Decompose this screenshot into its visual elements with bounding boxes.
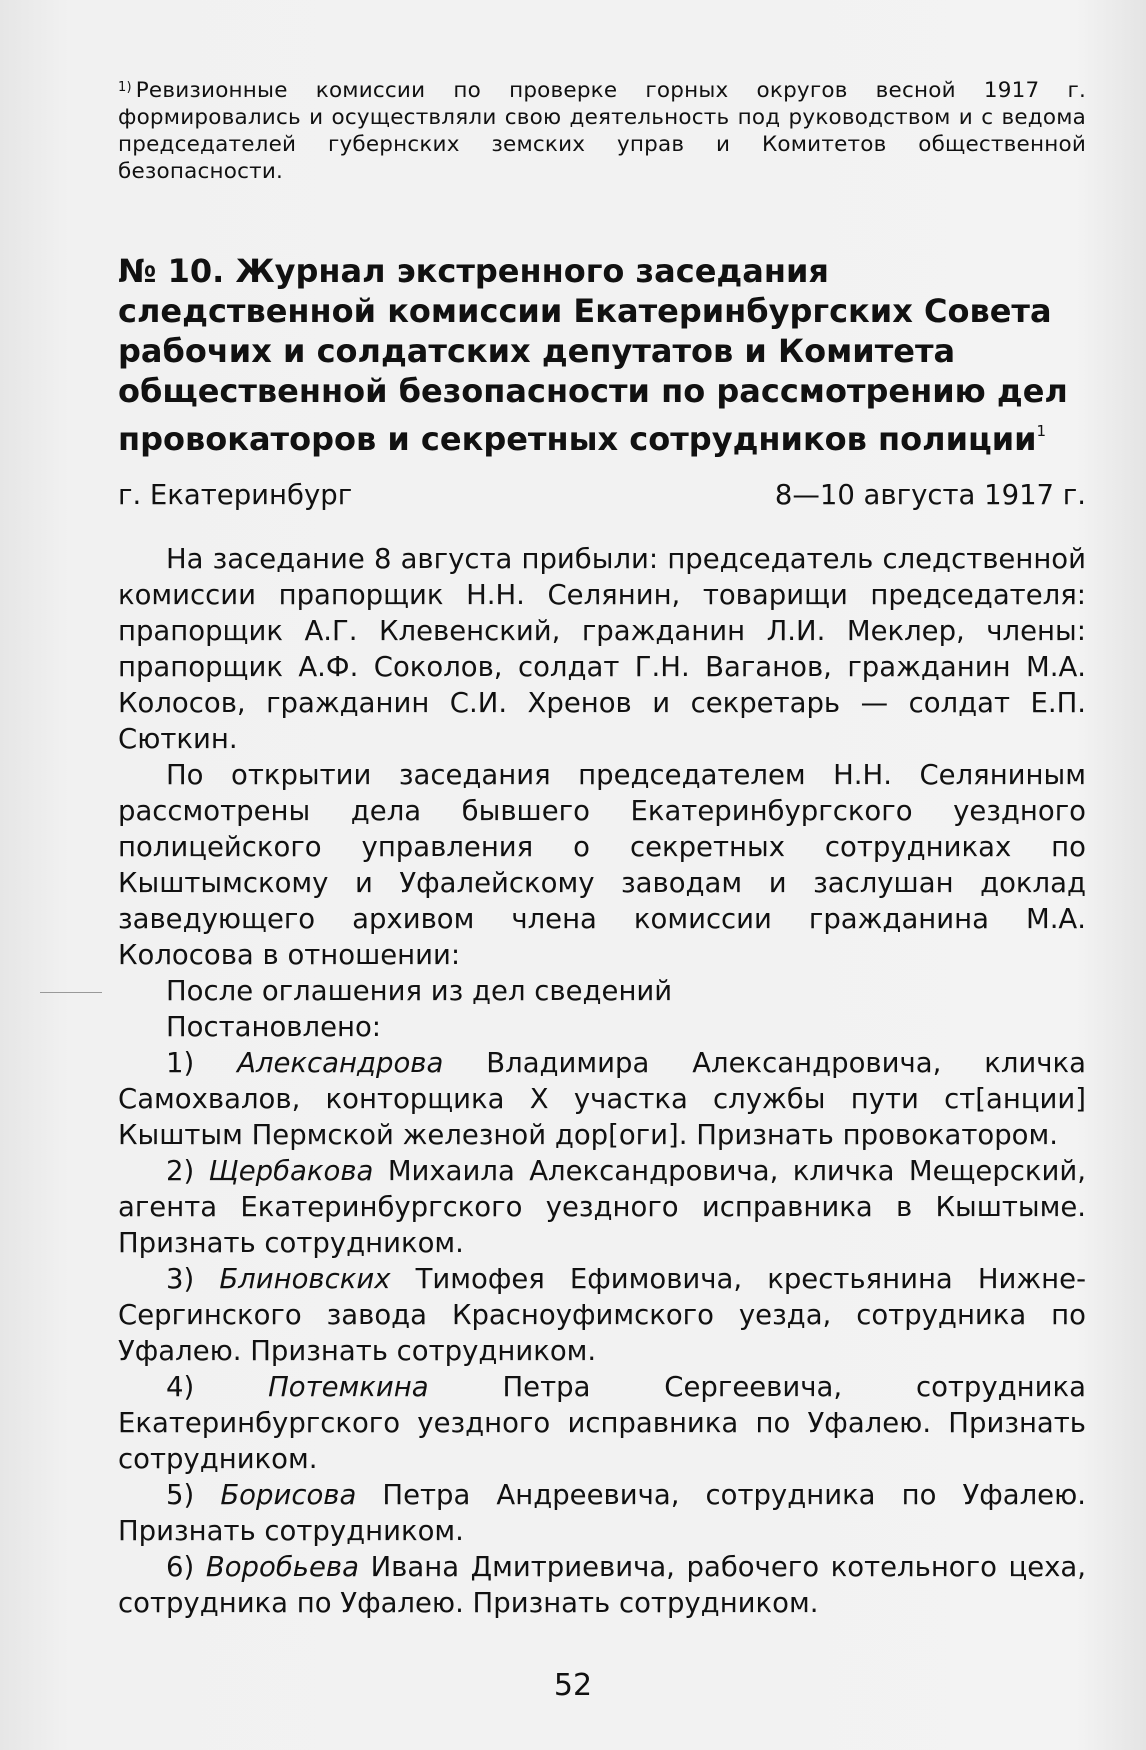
item-surname: Щербакова [208,1155,374,1187]
heading-text: № 10. Журнал экстренного заседания следственной комиссии Екатеринбургских Совета рабочих и солдатских депутатов и Комитета общественной безопасности по рассмотрению дел провокаторов и секретных сотрудников полиции [118,252,1068,458]
document-place: г. Екатеринбург [118,479,353,511]
document-heading [118,251,1086,459]
item-text: Тимофея Ефимовича, крестьянина Нижне-Сергинского завода Красноуфимского уезда, сотрудника по Уфалею. Признать сотрудником. [118,1263,1086,1367]
item-surname: Воробьева [205,1551,359,1583]
item-text: Владимира Александровича, кличка Самохвалов, конторщика Х участка службы пути ст[анции] Кыштым Пермской железной дор[оги]. Признать провокатором. [118,1047,1086,1151]
heading-note-ref: 1 [1036,422,1047,440]
paragraph-resolved: Постановлено: [166,1011,382,1043]
item-number: 1) [166,1047,195,1079]
paragraph-proceedings: По открытии заседания председателем Н.Н. Селяниным рассмотрены дела бывшего Екатеринбургского уездного полицейского управления о секретных сотрудниках по Кыштымскому и Уфалейскому заводам и заслушан доклад заведующего архивом члена комиссии гражданина М.А. Колосова в отношении: [118,759,1086,971]
item-surname: Борисова [220,1479,357,1511]
item-surname: Блиновских [219,1263,391,1295]
list-item [118,1261,1086,1369]
paragraph-after-reading: После оглашения из дел сведений [166,975,673,1007]
item-text: Петра Андреевича, сотрудника по Уфалею. Признать сотрудником. [118,1479,1086,1547]
footnote [118,74,1086,185]
list-item [118,1045,1086,1153]
item-text: Михаила Александровича, кличка Мещерский, агента Екатеринбургского уездного исправника в Кыштыме. Признать сотрудником. [118,1155,1087,1259]
item-surname: Потемкина [268,1371,429,1403]
list-item [118,1549,1086,1621]
footnote-text: Ревизионные комиссии по проверке горных округов весной 1917 г. формировались и осуществляли свою деятельность под руководством и с ведома председателей губернских земских управ и Комитетов общественной безопасности. [118,78,1086,184]
list-item [118,1369,1086,1477]
item-number: 6) [166,1551,195,1583]
list-item [118,1153,1086,1261]
item-text: Петра Сергеевича, сотрудника Екатеринбургского уездного исправника по Уфалею. Признать сотрудником. [118,1371,1086,1475]
item-surname: Александрова [237,1047,444,1079]
margin-pencil-mark [40,992,102,993]
item-number: 3) [166,1263,195,1295]
item-text: Ивана Дмитриевича, рабочего котельного цеха, сотрудника по Уфалею. Признать сотрудником. [118,1551,1086,1619]
list-item [118,1477,1086,1549]
page-number: 52 [553,1668,593,1703]
document-date: 8—10 августа 1917 г. [774,479,1086,511]
footnote-marker: 1) [118,80,132,95]
paragraph-attendees: На заседание 8 августа прибыли: председатель следственной комиссии прапорщик Н.Н. Селянин, товарищи председателя: прапорщик А.Г. Клевенский, гражданин Л.И. Меклер, члены: прапорщик А.Ф. Соколов, солдат Г.Н. Ваганов, гражданин М.А. Колосов, гражданин С.И. Хренов и секретарь — солдат Е.П. Сюткин. [118,543,1086,755]
place-date-line [118,477,1086,513]
item-number: 4) [166,1371,195,1403]
item-number: 2) [166,1155,195,1187]
page-content [118,74,1086,1621]
item-number: 5) [166,1479,195,1511]
